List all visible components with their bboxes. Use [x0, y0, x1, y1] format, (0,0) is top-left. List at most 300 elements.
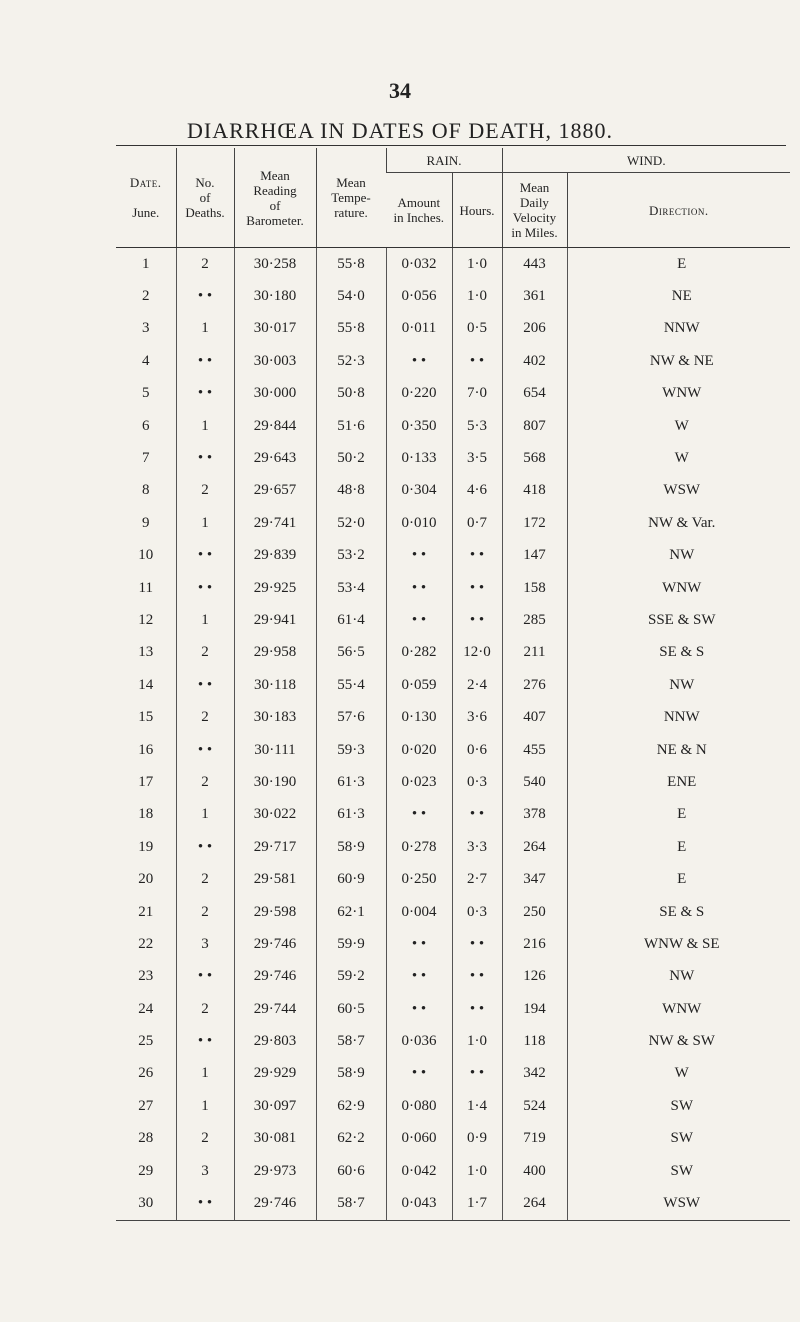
table-row [116, 604, 790, 636]
cell-velocity: 807 [502, 410, 567, 442]
cell-rain-amount: 0·023 [386, 766, 452, 798]
cell-temperature: 61·4 [316, 604, 386, 636]
cell-deaths: 1 [176, 410, 234, 442]
cell-deaths: 2 [176, 701, 234, 733]
cell-rain-amount: 0·011 [386, 313, 452, 345]
table-row [116, 572, 790, 604]
cell-date: 30 [116, 1187, 176, 1220]
cell-rain-hours: 1·0 [452, 280, 502, 312]
cell-deaths: 2 [176, 863, 234, 895]
header-wind-velocity-l2: Daily [520, 195, 549, 210]
cell-velocity: 455 [502, 734, 567, 766]
cell-deaths: 2 [176, 475, 234, 507]
cell-rain-amount: 0·004 [386, 896, 452, 928]
cell-deaths: 2 [176, 248, 234, 281]
cell-date: 27 [138, 1097, 154, 1114]
cell-deaths: 3 [176, 928, 234, 960]
page-number: 34 [389, 78, 411, 103]
cell-barometer: 29·746 [234, 1187, 316, 1220]
cell-rain-hours: • • [452, 799, 502, 831]
cell-rain-amount: 0·059 [386, 669, 452, 701]
cell-velocity: 361 [502, 280, 567, 312]
cell-temperature: 55·8 [316, 313, 386, 345]
cell-deaths: 1 [176, 507, 234, 539]
cell-velocity: 158 [502, 572, 567, 604]
table-row [116, 1058, 790, 1090]
table-row [116, 507, 790, 539]
cell-direction: NW [567, 669, 790, 701]
cell-velocity: 347 [502, 863, 567, 895]
cell-date: 23 [138, 968, 154, 985]
cell-temperature: 53·2 [316, 540, 386, 572]
cell-temperature: 59·2 [316, 961, 386, 993]
cell-rain-hours: 1·0 [452, 248, 502, 281]
cell-barometer: 29·741 [234, 507, 316, 539]
cell-date: 18 [138, 806, 154, 823]
cell-barometer: 29·839 [234, 540, 316, 572]
header-rain-amount [386, 173, 452, 248]
cell-velocity: 524 [502, 1090, 567, 1122]
cell-rain-hours: 3·3 [452, 831, 502, 863]
cell-deaths: • • [176, 378, 234, 410]
cell-barometer: 29·717 [234, 831, 316, 863]
cell-deaths: • • [176, 734, 234, 766]
cell-date: 22 [138, 935, 154, 952]
cell-rain-hours: • • [452, 961, 502, 993]
cell-barometer: 30·003 [234, 345, 316, 377]
header-temperature-l2: Tempe- [331, 190, 371, 205]
table-row [116, 1123, 790, 1155]
table-row [116, 442, 790, 474]
cell-direction: E [567, 248, 790, 281]
cell-direction: SE & S [567, 896, 790, 928]
cell-date: 26 [138, 1065, 154, 1082]
table-row [116, 961, 790, 993]
cell-velocity: 400 [502, 1155, 567, 1187]
cell-direction: SW [567, 1090, 790, 1122]
header-deaths-l1: No. [195, 175, 215, 190]
cell-date: 10 [138, 547, 154, 564]
cell-temperature: 61·3 [316, 766, 386, 798]
header-date-month: June. [132, 205, 160, 220]
cell-temperature: 62·2 [316, 1123, 386, 1155]
header-rain-hours: Hours. [452, 173, 502, 248]
header-barometer-l2: Reading [253, 182, 297, 198]
cell-temperature: 54·0 [316, 280, 386, 312]
header-barometer-l3: of [269, 197, 281, 213]
cell-barometer: 30·097 [234, 1090, 316, 1122]
cell-temperature: 51·6 [316, 410, 386, 442]
cell-barometer: 29·746 [234, 928, 316, 960]
header-deaths-l3: Deaths. [185, 205, 225, 220]
table-row [116, 313, 790, 345]
cell-date: 20 [138, 871, 154, 888]
cell-barometer: 30·118 [234, 669, 316, 701]
cell-deaths: • • [176, 831, 234, 863]
cell-deaths: 2 [176, 993, 234, 1025]
cell-direction: E [567, 799, 790, 831]
cell-date: 13 [138, 644, 154, 661]
cell-velocity: 540 [502, 766, 567, 798]
cell-direction: W [567, 410, 790, 442]
header-date-label: Date. [129, 175, 162, 190]
cell-temperature: 55·8 [316, 248, 386, 281]
cell-velocity: 250 [502, 896, 567, 928]
cell-rain-hours: 3·5 [452, 442, 502, 474]
cell-deaths: 2 [176, 1123, 234, 1155]
cell-velocity: 402 [502, 345, 567, 377]
cell-direction: SSE & SW [567, 604, 790, 636]
cell-direction: SE & S [567, 637, 790, 669]
cell-barometer: 29·925 [234, 572, 316, 604]
header-barometer-l1: Mean [260, 167, 290, 183]
cell-deaths: 2 [176, 896, 234, 928]
header-wind-direction-label: Direction. [648, 202, 709, 218]
cell-date: 1 [142, 255, 150, 272]
cell-deaths: 2 [176, 766, 234, 798]
cell-temperature: 55·4 [316, 669, 386, 701]
cell-rain-amount: • • [386, 1058, 452, 1090]
cell-temperature: 60·6 [316, 1155, 386, 1187]
cell-date: 28 [138, 1130, 154, 1147]
table-row [116, 475, 790, 507]
table-row [116, 1155, 790, 1187]
cell-temperature: 60·9 [316, 863, 386, 895]
cell-deaths: • • [176, 540, 234, 572]
cell-velocity: 264 [502, 1187, 567, 1220]
cell-direction: E [567, 863, 790, 895]
cell-velocity: 206 [502, 313, 567, 345]
cell-date: 17 [138, 773, 154, 790]
cell-rain-hours: • • [452, 993, 502, 1025]
cell-rain-amount: 0·043 [386, 1187, 452, 1220]
cell-deaths: • • [176, 572, 234, 604]
cell-velocity: 443 [502, 248, 567, 281]
cell-deaths: • • [176, 1025, 234, 1057]
cell-rain-hours: 0·3 [452, 896, 502, 928]
cell-rain-hours: • • [452, 540, 502, 572]
cell-barometer: 29·973 [234, 1155, 316, 1187]
table-row [116, 280, 790, 312]
cell-rain-amount: 0·350 [386, 410, 452, 442]
cell-velocity: 719 [502, 1123, 567, 1155]
cell-barometer: 30·183 [234, 701, 316, 733]
cell-rain-amount: • • [386, 540, 452, 572]
cell-temperature: 50·2 [316, 442, 386, 474]
cell-velocity: 172 [502, 507, 567, 539]
cell-direction: NW [567, 961, 790, 993]
table-row [116, 799, 790, 831]
cell-rain-hours: • • [452, 928, 502, 960]
cell-velocity: 216 [502, 928, 567, 960]
cell-rain-hours: • • [452, 604, 502, 636]
cell-temperature: 57·6 [316, 701, 386, 733]
cell-direction: SW [567, 1155, 790, 1187]
cell-direction: ENE [567, 766, 790, 798]
cell-rain-hours: 12·0 [452, 637, 502, 669]
header-wind-group: WIND. [502, 148, 790, 173]
table-row [116, 993, 790, 1025]
cell-rain-hours: 3·6 [452, 701, 502, 733]
cell-rain-hours: 0·7 [452, 507, 502, 539]
cell-velocity: 407 [502, 701, 567, 733]
table-row [116, 1187, 790, 1220]
cell-rain-amount: 0·056 [386, 280, 452, 312]
header-wind-velocity [502, 173, 567, 248]
cell-direction: NW & Var. [567, 507, 790, 539]
cell-barometer: 30·000 [234, 378, 316, 410]
cell-deaths: 1 [176, 604, 234, 636]
cell-rain-amount: 0·080 [386, 1090, 452, 1122]
table-row [116, 637, 790, 669]
header-temperature-l1: Mean [336, 175, 366, 190]
page-title: DIARRHŒA IN DATES OF DEATH, 1880. [187, 118, 613, 143]
cell-rain-hours: 2·7 [452, 863, 502, 895]
cell-rain-amount: 0·278 [386, 831, 452, 863]
cell-direction: NW & SW [567, 1025, 790, 1057]
cell-date: 2 [142, 288, 150, 305]
cell-rain-amount: 0·250 [386, 863, 452, 895]
cell-temperature: 58·9 [316, 1058, 386, 1090]
cell-rain-amount: • • [386, 993, 452, 1025]
cell-velocity: 194 [502, 993, 567, 1025]
header-date [116, 148, 176, 248]
cell-rain-amount: 0·042 [386, 1155, 452, 1187]
cell-date: 6 [142, 417, 150, 434]
header-rain-group: RAIN. [386, 148, 502, 173]
cell-rain-amount: • • [386, 572, 452, 604]
cell-rain-hours: 1·0 [452, 1025, 502, 1057]
cell-deaths: 1 [176, 1058, 234, 1090]
cell-rain-hours: 5·3 [452, 410, 502, 442]
cell-rain-amount: 0·133 [386, 442, 452, 474]
cell-date: 7 [142, 450, 150, 467]
cell-deaths: • • [176, 1187, 234, 1220]
cell-deaths: 1 [176, 313, 234, 345]
cell-date: 3 [142, 320, 150, 337]
cell-rain-amount: 0·282 [386, 637, 452, 669]
cell-rain-amount: • • [386, 345, 452, 377]
table-row [116, 863, 790, 895]
cell-barometer: 29·941 [234, 604, 316, 636]
cell-deaths: 2 [176, 637, 234, 669]
cell-deaths: • • [176, 669, 234, 701]
cell-temperature: 59·3 [316, 734, 386, 766]
cell-rain-amount: 0·010 [386, 507, 452, 539]
cell-rain-amount: 0·130 [386, 701, 452, 733]
table-row [116, 669, 790, 701]
cell-barometer: 30·258 [234, 248, 316, 281]
cell-rain-amount: 0·036 [386, 1025, 452, 1057]
cell-velocity: 418 [502, 475, 567, 507]
cell-rain-hours: 0·3 [452, 766, 502, 798]
cell-temperature: 61·3 [316, 799, 386, 831]
cell-temperature: 62·1 [316, 896, 386, 928]
cell-date: 16 [138, 741, 154, 758]
cell-rain-hours: • • [452, 1058, 502, 1090]
cell-barometer: 30·081 [234, 1123, 316, 1155]
header-wind-velocity-l1: Mean [519, 180, 550, 195]
cell-velocity: 264 [502, 831, 567, 863]
table-row [116, 345, 790, 377]
cell-temperature: 52·3 [316, 345, 386, 377]
cell-date: 8 [142, 482, 150, 499]
cell-direction: NW & NE [567, 345, 790, 377]
cell-rain-hours: 0·9 [452, 1123, 502, 1155]
table-row [116, 896, 790, 928]
cell-barometer: 29·581 [234, 863, 316, 895]
cell-direction: NE & N [567, 734, 790, 766]
cell-date: 15 [138, 709, 154, 726]
cell-rain-hours: 7·0 [452, 378, 502, 410]
cell-rain-hours: 1·0 [452, 1155, 502, 1187]
cell-date: 25 [138, 1033, 154, 1050]
cell-direction: WSW [567, 1187, 790, 1220]
table-row [116, 410, 790, 442]
cell-temperature: 48·8 [316, 475, 386, 507]
cell-deaths: 3 [176, 1155, 234, 1187]
cell-rain-hours: 4·6 [452, 475, 502, 507]
cell-temperature: 52·0 [316, 507, 386, 539]
cell-direction: WNW [567, 993, 790, 1025]
cell-velocity: 654 [502, 378, 567, 410]
cell-direction: NNW [567, 313, 790, 345]
cell-direction: E [567, 831, 790, 863]
cell-temperature: 60·5 [316, 993, 386, 1025]
header-rain-amount-l1: Amount [397, 195, 441, 210]
cell-barometer: 30·017 [234, 313, 316, 345]
cell-date: 9 [142, 514, 150, 531]
cell-deaths: • • [176, 345, 234, 377]
table-row [116, 831, 790, 863]
cell-velocity: 147 [502, 540, 567, 572]
cell-velocity: 568 [502, 442, 567, 474]
cell-date: 19 [138, 838, 154, 855]
cell-velocity: 126 [502, 961, 567, 993]
cell-deaths: • • [176, 280, 234, 312]
cell-date: 21 [138, 903, 154, 920]
cell-barometer: 29·803 [234, 1025, 316, 1057]
cell-rain-hours: • • [452, 572, 502, 604]
table-row [116, 1090, 790, 1122]
cell-date: 4 [142, 352, 150, 369]
table-row [116, 701, 790, 733]
cell-direction: W [567, 1058, 790, 1090]
header-deaths-l2: of [199, 190, 211, 205]
cell-barometer: 29·598 [234, 896, 316, 928]
cell-rain-hours: 1·4 [452, 1090, 502, 1122]
table-row [116, 378, 790, 410]
table-body [116, 248, 790, 1221]
cell-rain-hours: 0·5 [452, 313, 502, 345]
header-deaths [176, 148, 234, 248]
cell-rain-amount: 0·060 [386, 1123, 452, 1155]
cell-date: 14 [138, 676, 154, 693]
cell-barometer: 29·958 [234, 637, 316, 669]
cell-velocity: 285 [502, 604, 567, 636]
cell-temperature: 58·7 [316, 1025, 386, 1057]
cell-direction: NW [567, 540, 790, 572]
cell-temperature: 58·9 [316, 831, 386, 863]
table-row [116, 734, 790, 766]
cell-temperature: 59·9 [316, 928, 386, 960]
header-temperature [316, 148, 386, 248]
cell-rain-hours: 2·4 [452, 669, 502, 701]
header-barometer [234, 148, 316, 248]
cell-barometer: 29·929 [234, 1058, 316, 1090]
cell-temperature: 53·4 [316, 572, 386, 604]
cell-deaths: • • [176, 442, 234, 474]
table-row [116, 1025, 790, 1057]
cell-direction: WNW & SE [567, 928, 790, 960]
table-row [116, 540, 790, 572]
title-rule [116, 145, 786, 146]
table-row [116, 928, 790, 960]
header-temperature-l3: rature. [334, 205, 368, 220]
cell-direction: NNW [567, 701, 790, 733]
cell-velocity: 118 [502, 1025, 567, 1057]
cell-barometer: 29·657 [234, 475, 316, 507]
cell-date: 11 [138, 579, 153, 596]
cell-deaths: 1 [176, 799, 234, 831]
header-wind-direction [567, 173, 790, 248]
header-wind-velocity-l3: Velocity [512, 210, 557, 225]
cell-date: 12 [138, 611, 154, 628]
cell-temperature: 56·5 [316, 637, 386, 669]
weather-deaths-table [116, 148, 790, 1221]
cell-rain-amount: 0·020 [386, 734, 452, 766]
cell-date: 5 [142, 385, 150, 402]
cell-temperature: 62·9 [316, 1090, 386, 1122]
cell-deaths: • • [176, 961, 234, 993]
cell-barometer: 30·180 [234, 280, 316, 312]
cell-barometer: 29·643 [234, 442, 316, 474]
cell-rain-hours: • • [452, 345, 502, 377]
cell-barometer: 30·190 [234, 766, 316, 798]
cell-direction: WNW [567, 378, 790, 410]
cell-barometer: 30·111 [234, 734, 316, 766]
header-barometer-l4: Barometer. [246, 212, 304, 228]
cell-rain-amount: • • [386, 928, 452, 960]
cell-rain-hours: 0·6 [452, 734, 502, 766]
cell-direction: WSW [567, 475, 790, 507]
table-row [116, 766, 790, 798]
cell-rain-amount: • • [386, 799, 452, 831]
header-wind-velocity-l4: in Miles. [511, 225, 558, 240]
cell-velocity: 211 [502, 637, 567, 669]
cell-rain-amount: 0·032 [386, 248, 452, 281]
cell-temperature: 50·8 [316, 378, 386, 410]
cell-direction: W [567, 442, 790, 474]
cell-barometer: 29·844 [234, 410, 316, 442]
cell-rain-amount: • • [386, 961, 452, 993]
cell-velocity: 276 [502, 669, 567, 701]
cell-deaths: 1 [176, 1090, 234, 1122]
cell-barometer: 30·022 [234, 799, 316, 831]
cell-rain-amount: 0·220 [386, 378, 452, 410]
cell-temperature: 58·7 [316, 1187, 386, 1220]
cell-date: 29 [138, 1162, 154, 1179]
cell-velocity: 378 [502, 799, 567, 831]
cell-rain-amount: • • [386, 604, 452, 636]
cell-barometer: 29·744 [234, 993, 316, 1025]
header-rain-amount-l2: in Inches. [393, 210, 445, 225]
table-row [116, 248, 790, 281]
cell-velocity: 342 [502, 1058, 567, 1090]
cell-direction: WNW [567, 572, 790, 604]
cell-direction: NE [567, 280, 790, 312]
cell-barometer: 29·746 [234, 961, 316, 993]
